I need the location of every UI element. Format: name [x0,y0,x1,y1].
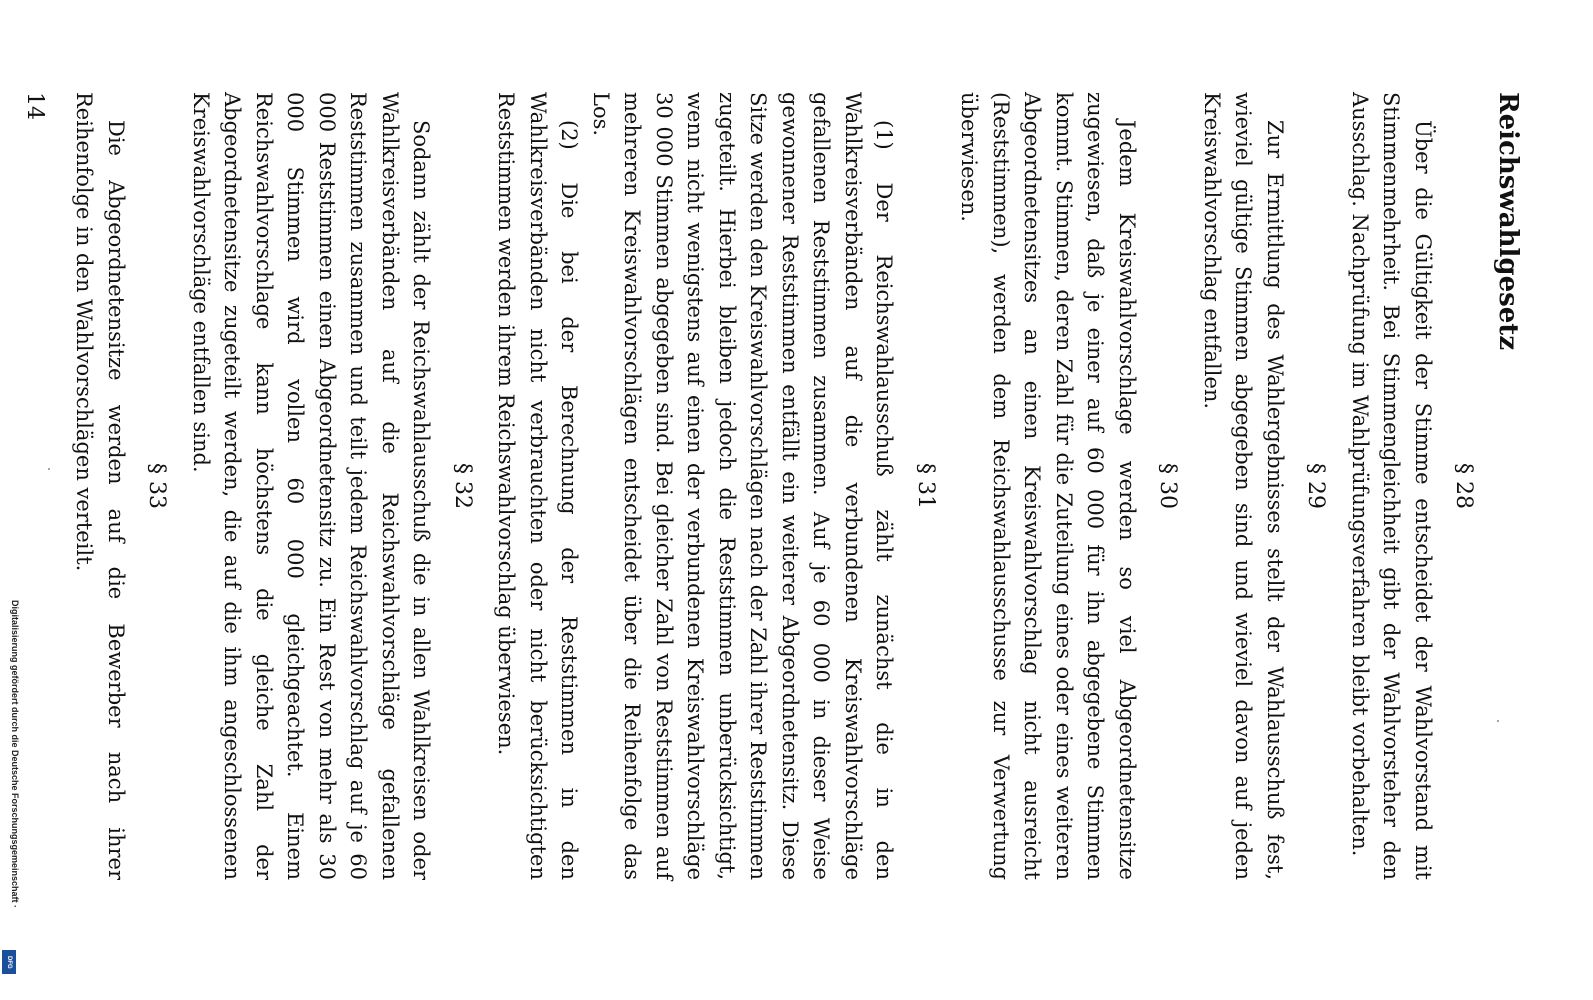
scan-speck [1497,720,1499,722]
running-head: Reichswahlgesetz [1493,92,1523,351]
section-sign: § 31 [913,463,938,509]
section-29 [1196,92,1332,880]
scan-speck [48,468,50,470]
section-30 [953,92,1184,880]
section-paragraph: (1) Der Reichswahlausschuß zählt zunächst die in den Wahlkreisverbänden auf die verbundenen Kreiswahlvorschläge gefallenen Reststimmen zusammen. Auf je 60 000 in dieser Weise gewonnener Reststimmen entfällt ein weiterer Abgeordnetensitz. Diese Sitze werden den Kreiswahlvorschlägen nach der Zahl ihrer Reststimmen zugeteilt. Hierbei bleiben jedoch die Reststimmen unberücksichtigt, wenn nicht wenigstens auf einen der verbundenen Kreiswahlvorschläge 30 000 Stimmen abgegeben sind. Bei gleicher Zahl von Reststimmen auf mehreren Kreiswahlvorschlägen entscheidet über die Reihenfolge das Los. [589,92,897,880]
section-sign: § 29 [1303,463,1329,509]
section-paragraph: (2) Die bei der Berechnung der Reststimmen in den Wahlkreisverbänden nicht verbrauchten oder nicht berücksichtigten Reststimmen werden ihrem Reichswahlvorschlag überwiesen. [494,92,582,880]
section-sign: § 32 [450,463,475,509]
page-number: 14 [22,92,47,120]
section-paragraph: Über die Gültigkeit der Stimme entscheidet der Wahlvorstand mit Stimmenmehrheit. Bei Stimmengleichheit gibt der Wahlvorsteher den Ausschlag. Nachprüfung im Wahlprüfungsverfahren bleibt vorbehalten. [1348,92,1435,880]
section-31 [490,92,941,880]
digitization-credit: Digitalisierung gefördert durch die Deutsche Forschungsgemeinschaft · [10,600,20,909]
section-paragraph: Zur Ermittlung des Wahlergebnisses stellt der Wahlausschuß fest, wieviel gültige Stimmen abgegeben sind und wieviel davon auf jeden Kreiswahlvorschlag entfallen. [1200,92,1287,880]
dfg-logo: DFG [2,950,16,974]
section-sign: § 28 [1451,463,1477,509]
section-28 [1344,92,1480,880]
section-sign: § 33 [144,463,170,509]
section-sign: § 30 [1155,463,1181,509]
section-33 [68,92,173,880]
section-paragraph: Sodann zählt der Reichswahlausschuß die in allen Wahlkreisen oder Wahlkreisverbänden auf die Reichswahlvorschläge gefallenen Reststimmen zusammen und teilt jedem Reichswahlvorschlag auf je 60 000 Reststimmen einen Abgeordnetensitz zu. Ein Rest von mehr als 30 000 Stimmen wird vollen 60 000 gleichgeachtet. Einem Reichswahlvorschlage kann höchstens die gleiche Zahl der Abgeordnetensitze zugeteilt werden, die auf die ihm angeschlossenen Kreiswahlvorschläge entfallen sind. [189,92,434,880]
section-32 [185,92,479,880]
section-paragraph: Jedem Kreiswahlvorschlage werden so viel Abgeordnetensitze zugewiesen, daß je einer auf 60 000 für ihn abgegebene Stimmen kommt. Stimmen, deren Zahl für die Zuteilung eines oder eines weiteren Abgeordnetensitzes an einen Kreiswahlvorschlag nicht ausreicht (Reststimmen), werden dem Reichswahlausschusse zur Verwertung überwiesen. [957,92,1139,880]
section-paragraph: Die Abgeordnetensitze werden auf die Bewerber nach ihrer Reihenfolge in den Wahlvorschlägen verteilt. [72,92,128,880]
